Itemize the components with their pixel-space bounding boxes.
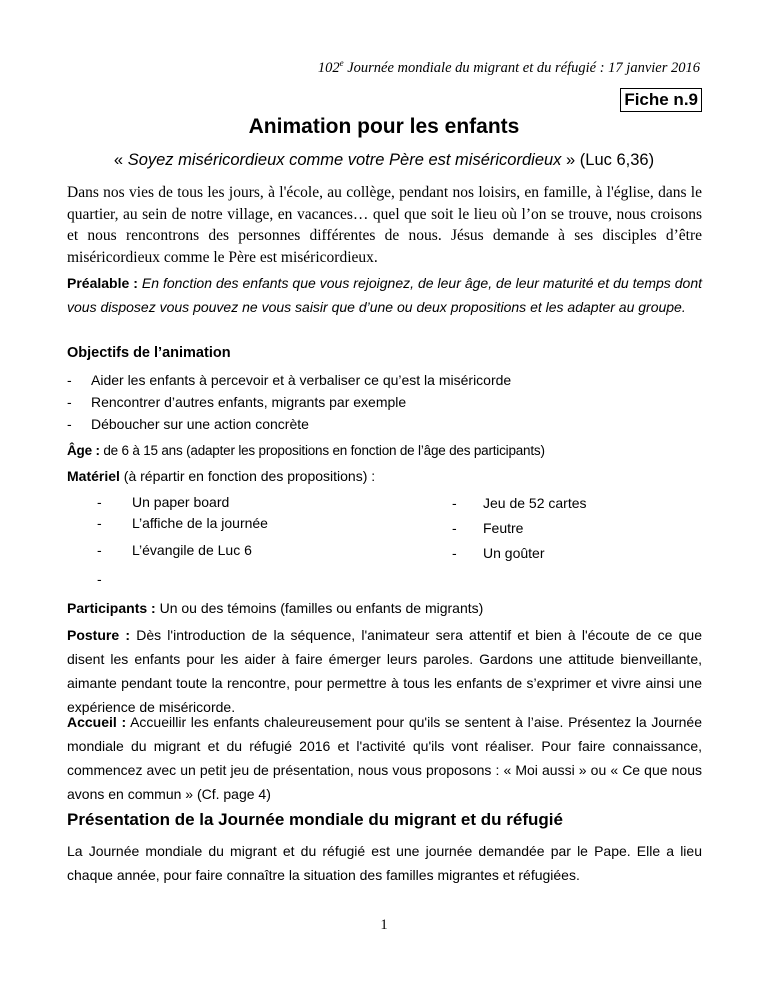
materiel-item: Feutre	[483, 520, 524, 536]
document-header	[318, 58, 700, 77]
age-line	[67, 443, 545, 458]
objectif-item: Rencontrer d’autres enfants, migrants par exemple	[91, 394, 407, 410]
materiel-item: L’évangile de Luc 6	[132, 542, 252, 558]
participants-label: Participants :	[67, 600, 156, 616]
page-subtitle	[0, 151, 768, 170]
accueil-text: Accueillir les enfants chaleureusement pour qu'ils se sentent à l’aise. Présentez la Journée mondiale du migrant et du réfugié 2016 et l'activité qu'ils vont réaliser. Pour faire connaissance, commencez avec un petit jeu de présentation, nous vous proposons : « Moi aussi » ou « Ce que nous avons en commun » (Cf. page 4)	[67, 714, 703, 802]
materiel-dash: -	[452, 520, 457, 536]
materiel-label: Matériel	[67, 468, 120, 484]
age-text: de 6 à 15 ans (adapter les propositions en fonction de l’âge des participants)	[99, 443, 545, 458]
posture-text: Dès l'introduction de la séquence, l'animateur sera attentif et bien à l'écoute de ce que disent les enfants pour les aider à faire émerger leurs paroles. Gardons une attitude bienveillante, aimante pendant toute la rencontre, pour permettre à tous les enfants de s’exprimer et vivre ainsi une expérience de miséricorde.	[67, 627, 702, 715]
objectifs-heading: Objectifs de l’animation	[67, 345, 231, 361]
materiel-item: Un goûter	[483, 545, 545, 561]
intro-paragraph: Dans nos vies de tous les jours, à l'école, au collège, pendant nos loisirs, en famille, à l'église, dans le quartier, au sein de notre village, en vacances… quel que soit le lieu où l’on se trouve, nous croisons et nous rencontrons des personnes différentes de nous. Jésus demande à ses disciples d’être miséricordieux comme le Père est miséricordieux.	[67, 184, 702, 266]
materiel-dash: -	[452, 545, 457, 561]
materiel-item: Jeu de 52 cartes	[483, 495, 587, 511]
presentation-paragraph: La Journée mondiale du migrant et du réfugié est une journée demandée par le Pape. Elle a lieu chaque année, pour faire connaître la situation des familles migrantes et réfugiées.	[67, 843, 702, 883]
prealable-paragraph	[67, 271, 702, 319]
posture-label: Posture :	[67, 627, 130, 643]
header-prefix: 102	[317, 59, 340, 76]
header-rest: Journée mondiale du migrant et du réfugié : 17 janvier 2016	[343, 59, 700, 76]
accueil-label: Accueil :	[67, 714, 127, 730]
materiel-dash: -	[97, 515, 102, 531]
list-dash: -	[67, 416, 72, 432]
age-label: Âge :	[67, 443, 100, 458]
page-title: Animation pour les enfants	[248, 115, 520, 138]
materiel-item: L’affiche de la journée	[132, 515, 268, 531]
materiel-dash: -	[452, 495, 457, 511]
materiel-dash: -	[97, 571, 102, 587]
list-dash: -	[67, 394, 72, 410]
posture-paragraph	[67, 623, 702, 719]
participants-text: Un ou des témoins (familles ou enfants de migrants)	[155, 600, 484, 616]
materiel-dash: -	[97, 542, 102, 558]
list-dash: -	[67, 372, 72, 388]
materiel-text: (à répartir en fonction des propositions) :	[119, 468, 376, 484]
objectif-item: Déboucher sur une action concrète	[91, 416, 309, 432]
prealable-text: En fonction des enfants que vous rejoignez, de leur âge, de leur maturité et du temps dont vous disposez vous pouvez ne vous saisir que d’une ou deux propositions et les adapter au groupe.	[67, 275, 702, 315]
page-number: 1	[380, 917, 388, 933]
subtitle-open: «	[113, 151, 128, 169]
participants-paragraph	[67, 596, 702, 620]
subtitle-quote: Soyez miséricordieux comme votre Père est miséricordieux	[127, 151, 562, 169]
materiel-dash: -	[97, 494, 102, 510]
prealable-label: Préalable :	[67, 275, 138, 291]
accueil-paragraph	[67, 710, 702, 806]
materiel-item: Un paper board	[132, 494, 230, 510]
objectif-item: Aider les enfants à percevoir et à verbaliser ce qu’est la miséricorde	[91, 372, 512, 388]
fiche-label: Fiche n.9	[620, 88, 702, 112]
presentation-heading: Présentation de la Journée mondiale du migrant et du réfugié	[67, 810, 563, 829]
materiel-line	[67, 468, 375, 484]
header-sup: e	[339, 58, 344, 68]
subtitle-close: » (Luc 6,36)	[561, 151, 655, 169]
